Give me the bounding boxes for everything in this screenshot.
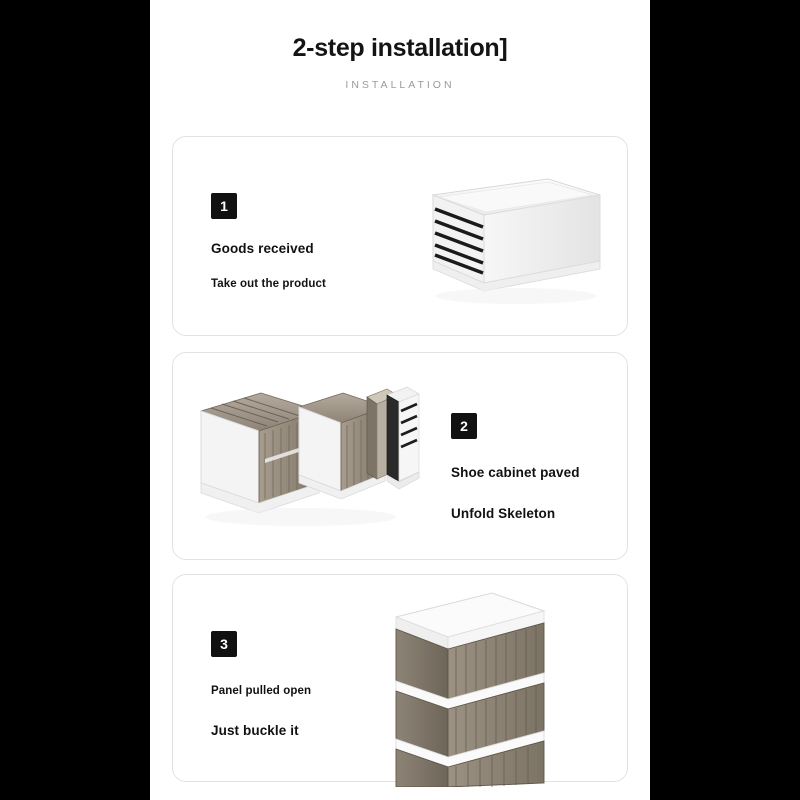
step-2-illustration — [191, 371, 451, 546]
step-2-badge: 2 — [451, 413, 477, 439]
step-3-line-1: Panel pulled open — [211, 685, 312, 697]
step-1-text-block — [211, 193, 326, 290]
step-1-illustration — [388, 165, 608, 315]
step-1-line-2: Take out the product — [211, 278, 326, 290]
step-2-line-1: Shoe cabinet paved — [451, 465, 580, 480]
step-3-text-block — [211, 631, 311, 738]
step-2-text-block — [451, 413, 580, 521]
step-card-3 — [172, 574, 628, 782]
page-title: 2-step installation] — [292, 34, 508, 62]
step-card-2 — [172, 352, 628, 560]
step-3-illustration — [388, 587, 588, 782]
step-3-badge: 3 — [211, 631, 237, 657]
step-3-line-2: Just buckle it — [211, 723, 299, 738]
step-1-badge: 1 — [211, 193, 237, 219]
step-2-line-2: Unfold Skeleton — [451, 506, 556, 521]
step-card-1 — [172, 136, 628, 336]
step-1-line-1: Goods received — [211, 241, 314, 256]
product-infographic-page — [150, 0, 650, 800]
page-subtitle: INSTALLATION — [345, 79, 455, 91]
